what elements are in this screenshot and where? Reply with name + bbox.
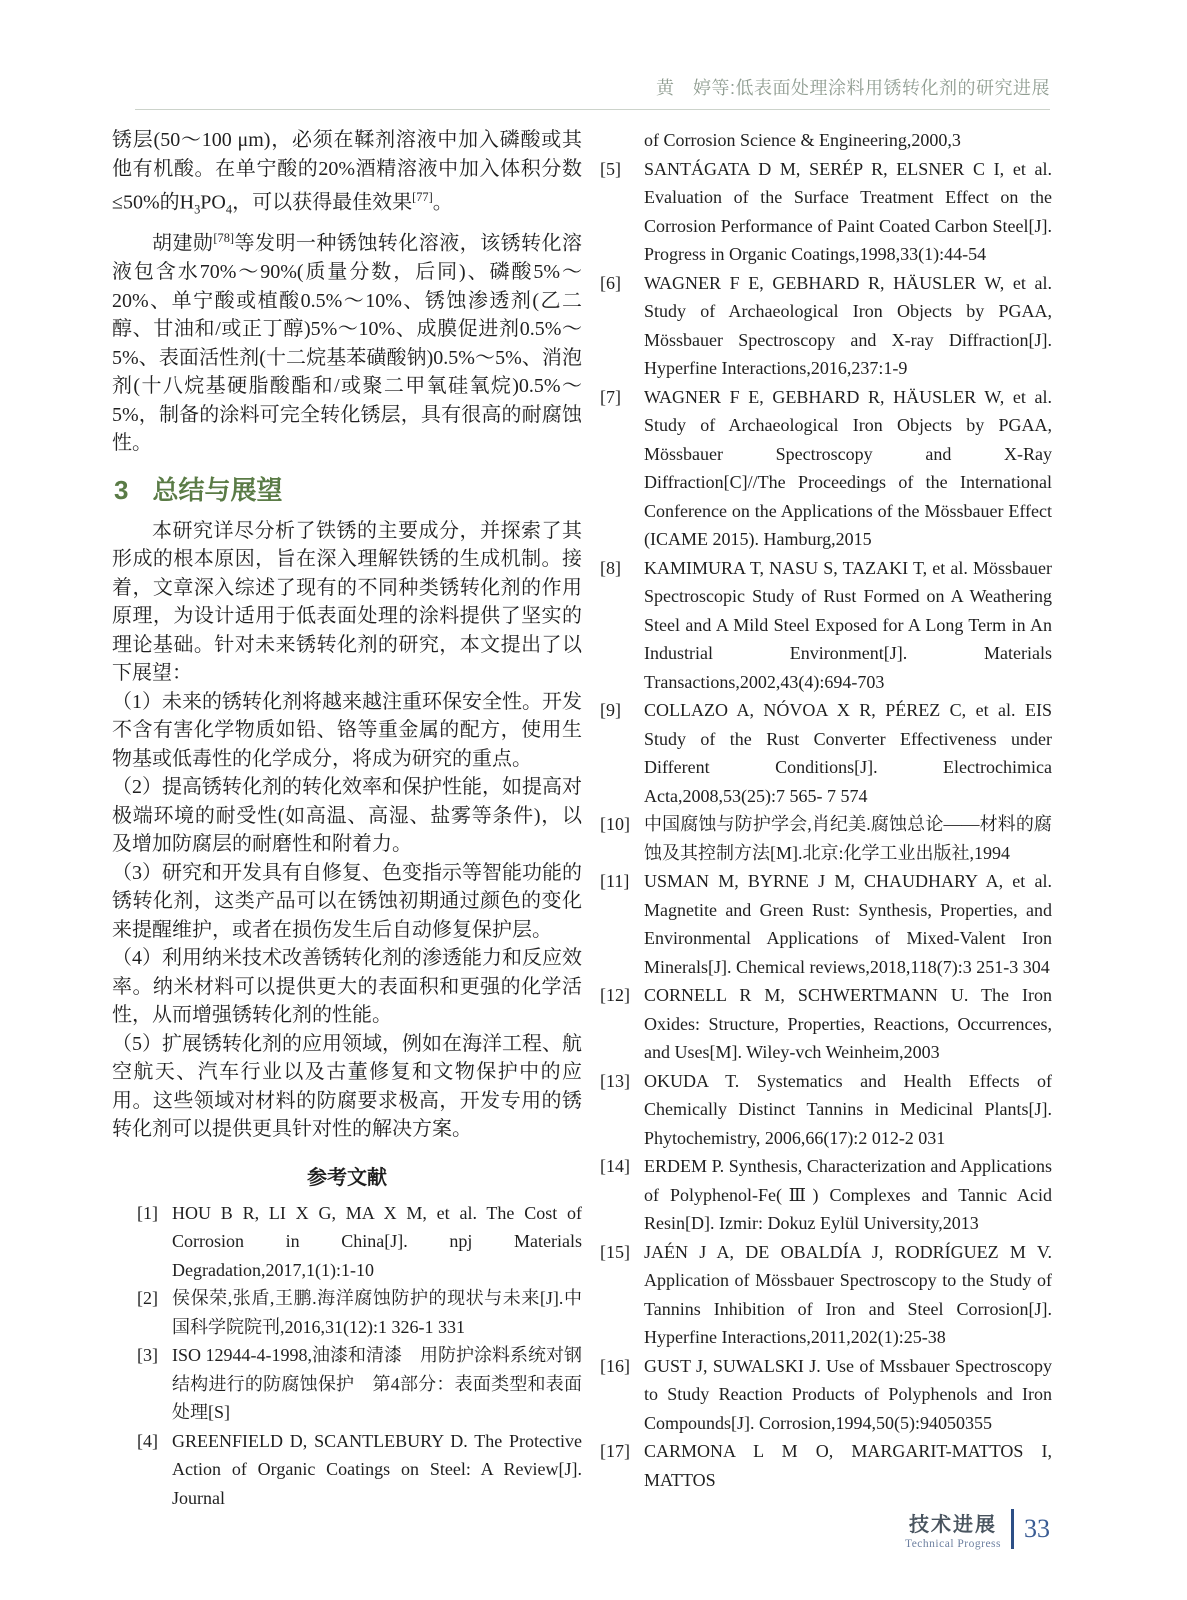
outlook-item-3: （3）研究和开发具有自修复、色变指示等智能功能的锈转化剂，这类产品可以在锈蚀初期通过颜色的变化来提醒维护，或者在损伤发生后自动修复保护层。 [112,861,582,941]
subscript: 3 [194,202,201,217]
reference-item [600,981,1052,1067]
section-heading-summary-outlook [114,473,582,507]
reference-number: [5] [600,158,621,179]
reference-item [600,269,1052,383]
left-column [112,126,582,1512]
reference-number: [7] [600,386,621,407]
reference-item [600,383,1052,554]
reference-item [112,1199,582,1285]
page-number: 33 [1024,1514,1050,1543]
page-footer [905,1508,1050,1550]
reference-item [600,1238,1052,1352]
section-title: 总结与展望 [152,474,283,505]
reference-text: CARMONA L M O, MARGARIT-MATTOS I, MATTOS [644,1441,1052,1490]
reference-text: CORNELL R M, SCHWERTMANN U. The Iron Oxides: Structure, Properties, Reactions, Occurrences, and Uses[M]. Wiley-vch Weinheim,2003 [644,985,1052,1062]
reference-item [600,1437,1052,1494]
reference-item [600,1067,1052,1153]
reference-text: SANTÁGATA D M, SERÉP R, ELSNER C I, et al. Evaluation of the Surface Treatment Effect on the Corrosion Performance of Paint Coated Carbon Steel[J]. Progress in Organic Coatings,1998,33(1):44-54 [644,158,1052,264]
reference-number: [17] [600,1441,630,1461]
reference-text: 侯保荣,张盾,王鹏.海洋腐蚀防护的现状与未来[J].中国科学院院刊,2016,31(12):1 326-1 331 [172,1288,582,1337]
references-heading: 参考文献 [307,1166,387,1189]
reference-item [600,554,1052,697]
reference-text: WAGNER F E, GEBHARD R, HÄUSLER W, et al. Study of Archaeological Iron Objects by PGAA, Mössbauer Spectroscopy and X-ray Diffraction[J]. Hyperfine Interactions,2016,237:1-9 [644,272,1052,378]
citation-superscript: [78] [213,231,235,246]
running-head-title: 黄 婷等:低表面处理涂料用锈转化剂的研究进展 [135,0,1050,110]
footer-section-name-en: Technical Progress [904,1538,1001,1550]
reference-list-right [600,155,1052,1495]
reference-item [600,1352,1052,1438]
footer-section-labels [905,1508,1001,1550]
reference-number: [9] [600,700,621,720]
reference-text: OKUDA T. Systematics and Health Effects of Chemically Distinct Tannins in Medicinal Plants[J]. Phytochemistry, 2006,66(17):2 012-2 031 [644,1070,1052,1148]
reference-text: GUST J, SUWALSKI J. Use of Mssbauer Spectroscopy to Study Reaction Products of Polyphenols and Iron Compounds[J]. Corrosion,1994,50(5):94050355 [644,1355,1052,1433]
reference-list-left [112,1199,582,1513]
reference-number: [4] [137,1430,158,1451]
reference-text: JAÉN J A, DE OBALDÍA J, RODRÍGUEZ M V. Application of Mössbauer Spectroscopy to the Study of Tannins Inhibition of Iron and Steel Corrosion[J]. Hyperfine Interactions,2011,202(1):25-38 [644,1241,1052,1347]
reference-number: [14] [600,1156,630,1176]
right-column [600,126,1052,1494]
reference-number: [13] [600,1070,630,1091]
reference-number: [3] [137,1345,158,1366]
reference-number: [16] [600,1355,630,1376]
reference-item [600,810,1052,867]
reference-carryover-text: of Corrosion Science & Engineering,2000,3 [644,130,961,150]
reference-item [112,1341,582,1427]
section-number: 3 [114,474,129,505]
footer-section-name-cn: 技术进展 [908,1514,997,1536]
reference-text: GREENFIELD D, SCANTLEBURY D. The Protective Action of Organic Coatings on Steel: A Review[J]. Journal [172,1430,582,1508]
paragraph-carryover: 锈层(50～100 μm)，必须在鞣剂溶液中加入磷酸或其他有机酸。在单宁酸的20%酒精溶液中加入体积分数≤50%的$H_3PO_4$，可以获得最佳效果[77]。 [112,129,582,217]
reference-text: COLLAZO A, NÓVOA X R, PÉREZ C, et al. EIS Study of the Rust Converter Effectiveness under Different Conditions[J]. Electrochimica Acta,2008,53(25):7 565- 7 574 [644,700,1052,806]
paragraph-summary: 本研究详尽分析了铁锈的主要成分，并探索了其形成的根本原因，旨在深入理解铁锈的生成机制。接着，文章深入综述了现有的不同种类锈转化剂的作用原理，为设计适用于低表面处理的涂料提供了坚实的理论基础。针对未来锈转化剂的研究，本文提出了以下展望： [112,519,582,685]
reference-number: [11] [600,871,630,891]
reference-number: [2] [137,1288,158,1309]
reference-number: [6] [600,272,621,293]
reference-item [600,867,1052,981]
reference-text: 中国腐蚀与防护学会,肖纪美.腐蚀总论——材料的腐蚀及其控制方法[M].北京:化学工业出版社,1994 [644,814,1052,863]
paragraph-hu-invention: 胡建勋[78]等发明一种锈蚀转化溶液，该锈转化溶液包含水70%～90%(质量分数，后同)、磷酸5%～20%、单宁酸或植酸0.5%～10%、锈蚀渗透剂(乙二醇、甘油和/或正丁醇)5%～10%、成膜促进剂0.5%～5%、表面活性剂(十二烷基苯磺酸钠)0.5%～5%、消泡剂(十八烷基硬脂酸酯和/或聚二甲氧硅氧烷)0.5%～5%，制备的涂料可完全转化锈层，具有很高的耐腐蚀性。 [112,231,583,455]
footer-divider-bar [1011,1509,1014,1549]
outlook-item-5: （5）扩展锈转化剂的应用领域，例如在海洋工程、航空航天、汽车行业以及古董修复和文物保护中的应用。这些领域对材料的防腐要求极高，开发专用的锈转化剂可以提供更具针对性的解决方案。 [112,1032,582,1141]
two-column-body [112,126,1052,1512]
outlook-item-1: （1）未来的锈转化剂将越来越注重环保安全性。开发不含有害化学物质如铅、铬等重金属的配方，使用生物基或低毒性的化学成分，将成为研究的重点。 [112,690,582,770]
reference-item [600,155,1052,269]
reference-number: [12] [600,985,630,1005]
reference-text: USMAN M, BYRNE J M, CHAUDHARY A, et al. Magnetite and Green Rust: Synthesis, Properties, and Environmental Applications of Mixed-Valent Iron Minerals[J]. Chemical reviews,2018,118(7):3 251-3 304 [644,871,1052,977]
reference-number: [1] [137,1202,158,1223]
reference-number: [10] [600,814,630,834]
reference-text: KAMIMURA T, NASU S, TAZAKI T, et al. Mössbauer Spectroscopic Study of Rust Formed on A Weathering Steel and A Mild Steel Exposed for A Long Term in An Industrial Environment[J]. Materials Transactions,2002,43(4):694-703 [644,557,1052,692]
reference-text: ISO 12944-4-1998,油漆和清漆 用防护涂料系统对钢结构进行的防腐蚀保护 第4部分：表面类型和表面处理[S] [172,1345,582,1423]
reference-text: ERDEM P. Synthesis, Characterization and Applications of Polyphenol-Fe(Ⅲ) Complexes and Tannic Acid Resin[D]. Izmir: Dokuz Eylül University,2013 [644,1156,1052,1233]
reference-text: HOU B R, LI X G, MA X M, et al. The Cost of Corrosion in China[J]. npj Materials Degradation,2017,1(1):1-10 [172,1202,582,1280]
reference-item [112,1284,582,1341]
reference-text: WAGNER F E, GEBHARD R, HÄUSLER W, et al. Study of Archaeological Iron Objects by PGAA, Mössbauer Spectroscopy and X-Ray Diffraction[C]//The Proceedings of the International Conference on the Applications of the Mössbauer Effect (ICAME 2015). Hamburg,2015 [644,386,1052,549]
reference-item [112,1427,582,1513]
outlook-item-2: （2）提高锈转化剂的转化效率和保护性能，如提高对极端环境的耐受性(如高温、高湿、盐雾等条件)，以及增加防腐层的耐磨性和附着力。 [112,776,582,856]
citation-superscript: [77] [412,190,433,204]
outlook-item-4: （4）利用纳米技术改善锈转化剂的渗透能力和反应效率。纳米材料可以提供更大的表面积和更强的化学活性，从而增强锈转化剂的性能。 [112,947,582,1027]
reference-number: [15] [600,1241,630,1262]
reference-item [600,696,1052,810]
reference-number: [8] [600,557,621,578]
subscript: 4 [225,202,233,217]
reference-item [600,1152,1052,1238]
